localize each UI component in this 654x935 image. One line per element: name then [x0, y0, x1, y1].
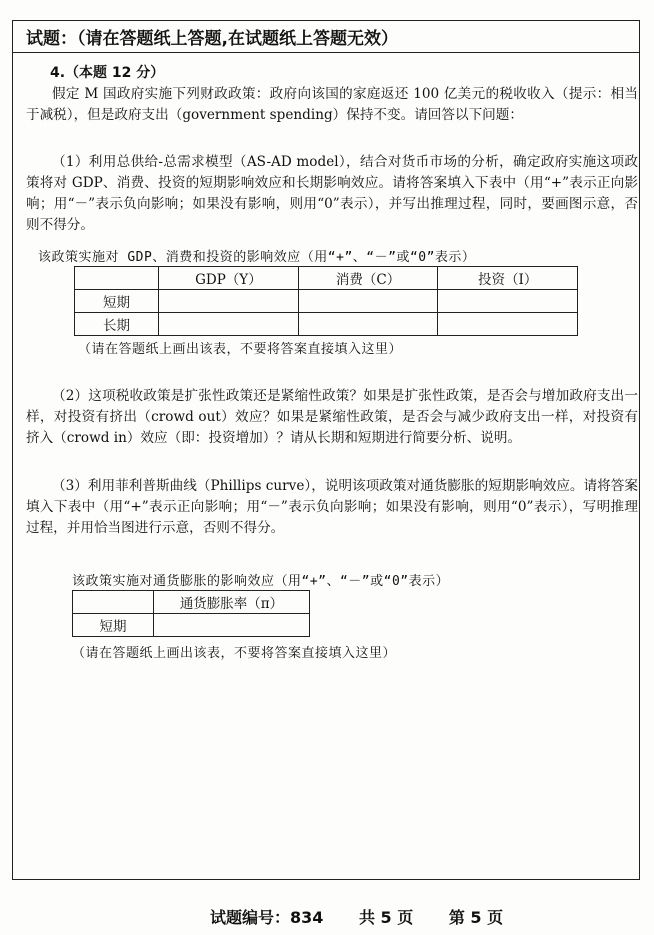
table2-corner-cell [73, 591, 154, 614]
table1-cell [298, 313, 438, 336]
header-divider [12, 52, 640, 53]
table1-header-investment: 投资（I） [438, 267, 578, 290]
part3-text: （3）利用菲利普斯曲线（Phillips curve），说明该项政策对通货膨胀的短期影响效应。请将答案填入下表中（用“+”表示正向影响；用“－”表示负向影响；如果没有影响，则用“0”表示），写明推理过程，并用恰当图进行示意，否则不得分。 [26, 478, 638, 536]
table1-cell [298, 290, 438, 313]
table1-row-short [75, 290, 578, 313]
table1 [74, 266, 578, 336]
page-header: 试题：（请在答题纸上答题,在试题纸上答题无效） [26, 29, 398, 49]
table2-header-row [73, 591, 310, 614]
exam-code: 试题编号：834 [210, 908, 324, 927]
table1-cell [438, 313, 578, 336]
table1-row-label: 短期 [75, 290, 159, 313]
table2-row-label: 短期 [73, 614, 154, 637]
page-footer [210, 905, 533, 928]
table2-cell [154, 614, 310, 637]
question-intro: 假定 M 国政府实施下列财政政策：政府向该国的家庭返还 100 亿美元的税收收入（提示：相当于减税），但是政府支出（government spending）保持不变。请回答以下问题： [26, 86, 638, 123]
table1-row-label: 长期 [75, 313, 159, 336]
table1-cell [159, 313, 299, 336]
table1-note: （请在答题纸上画出该表，不要将答案直接填入这里） [78, 342, 403, 357]
table1-header-gdp: GDP（Y） [159, 267, 299, 290]
table2 [72, 590, 310, 637]
table1-corner-cell [75, 267, 159, 290]
table1-row-long [75, 313, 578, 336]
table1-cell [438, 290, 578, 313]
table1-header-consumption: 消费（C） [298, 267, 438, 290]
table2-caption: 该政策实施对通货膨胀的影响效应（用“+”、“－”或“0”表示） [72, 574, 450, 589]
table2-header-inflation: 通货膨胀率（π） [154, 591, 310, 614]
part2-text: （2）这项税收政策是扩张性政策还是紧缩性政策？如果是扩张性政策，是否会与增加政府支出一样，对投资有挤出（crowd out）效应？如果是紧缩性政策，是否会与减少政府支出一样，对投资有挤入（crowd in）效应（即：投资增加）？请从长期和短期进行简要分析、说明。 [26, 388, 638, 446]
page-border [12, 20, 640, 880]
part1-text: （1）利用总供给-总需求模型（AS-AD model），结合对货币市场的分析，确定政府实施这项政策将对 GDP、消费、投资的短期影响效应和长期影响效应。请将答案填入下表中（用“+”表示正向影响；用“－”表示负向影响；如果没有影响，则用“0”表示），并写出推理过程，同时，要画图示意，否则不得分。 [26, 154, 638, 233]
table1-header-row [75, 267, 578, 290]
page-number: 第 5 页 [448, 908, 504, 927]
table1-cell [159, 290, 299, 313]
page-total: 共 5 页 [358, 908, 414, 927]
question-title: 4.（本题 12 分） [50, 65, 165, 81]
table2-note: （请在答题纸上画出该表，不要将答案直接填入这里） [72, 646, 397, 661]
table2-row-short [73, 614, 310, 637]
table1-caption: 该政策实施对 GDP、消费和投资的影响效应（用“+”、“－”或“0”表示） [38, 250, 476, 265]
